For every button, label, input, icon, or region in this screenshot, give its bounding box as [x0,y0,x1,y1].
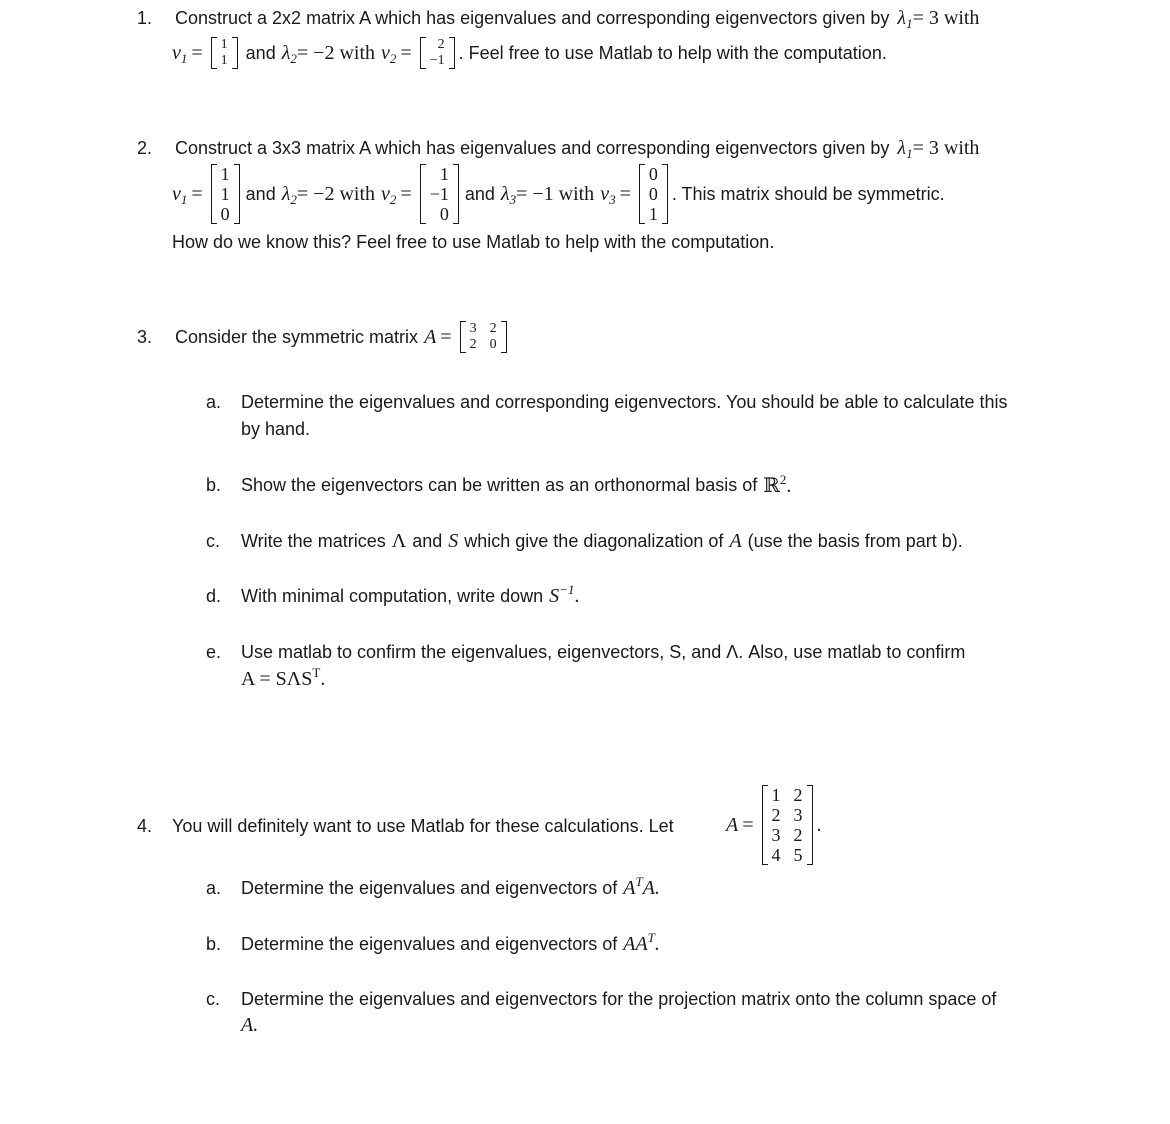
q3-line1: 3. Consider the symmetric matrix A = 3 2 2 0 [137,316,511,358]
q1-eq-b: = −2 with [296,41,376,64]
q3-number: 3. [137,326,153,347]
q4a-line: Determine the eigenvalues and eigenvectors of $A^TA$. [241,873,660,899]
q2-eq-b: = −2 with [296,182,376,205]
q4b-line: Determine the eigenvalues and eigenvectors of $AA^T$. [241,929,660,955]
q2-and-1: and [245,183,276,204]
q2-line2: $v_1$ = 1 1 0 and $\lambda_2$ = −2 with $v_2$ = 1 −1 0 and $\lambda_3$ = −1 with $v_3$ = 0 0 1 . This matrix should be symmetric. [172,164,945,224]
q2-v2-vector: 1 −1 0 [420,164,459,224]
q3c-line: Write the matrices Λ and S which give the diagonalization of A (use the basis from part b). [241,529,963,552]
q2-lambda2: $\lambda_2$ [281,182,297,207]
q1-lambda1: $\lambda_1$ [897,6,913,31]
q4a-letter: a. [206,878,222,898]
q1-v1-vector: 1 1 [211,37,238,69]
q2-and-2: and [464,183,495,204]
q3a-letter: a. [206,392,222,412]
q2-text-b: . This matrix should be symmetric. [671,183,945,204]
q4c-line1: Determine the eigenvalues and eigenvectors for the projection matrix onto the column space of [241,989,997,1009]
q1-lambda2: $\lambda_2$ [281,41,297,66]
q3d-letter: d. [206,586,222,606]
q1-text-b: . Feel free to use Matlab to help with the computation. [458,42,887,63]
q4c-letter: c. [206,989,221,1009]
q2-lambda1: $\lambda_1$ [897,136,913,161]
q3e-letter: e. [206,642,222,662]
q4b-letter: b. [206,934,222,954]
q1-v1-label: $v_1$ [172,41,188,66]
q3a-line2: by hand. [241,419,311,439]
q2-eq-a: = 3 with [912,136,980,159]
q3b-letter: b. [206,475,222,495]
q1-line1 [137,6,979,30]
q3-text: Consider the symmetric matrix [175,326,419,347]
q1-eq-a: = 3 with [912,6,980,29]
q3d-line: With minimal computation, write down $S^{-1}$ . [241,581,580,607]
q1-number: 1. [137,7,153,28]
q2-v2-label: $v_2$ [381,182,397,207]
q2-number: 2. [137,137,153,158]
q2-v1-label: $v_1$ [172,182,188,207]
q2-v3-label: $v_3$ [600,182,616,207]
q3b-line: Show the eigenvectors can be written as an orthonormal basis of ℝ$^2$. [241,471,792,497]
q2-eq-c: = −1 with [516,182,595,205]
q2-line3: How do we know this? Feel free to use Matlab to help with the computation. [172,232,775,252]
q3c-letter: c. [206,531,221,551]
q4-text: You will definitely want to use Matlab for these calculations. Let [172,816,674,836]
q1-v2-label: $v_2$ [381,41,397,66]
q1-v2-vector: 2 −1 [420,37,455,69]
q1-and: and [245,42,276,63]
q4-matrix-A: 1 2 2 3 3 2 4 5 [762,785,813,865]
q4-number: 4. [137,816,153,836]
q4-eq: A = 1 2 2 3 3 2 4 5 . [726,785,822,865]
q3-matrix-A: 3 2 2 0 [460,321,507,353]
q3e-line2: A = SΛS $^T$. [241,664,326,690]
q4c-line2: A. [241,1014,259,1036]
q3e-line1: Use matlab to confirm the eigenvalues, eigenvectors, S, and Λ. Also, use matlab to confirm [241,642,966,662]
q3a-line1: Determine the eigenvalues and corresponding eigenvectors. You should be able to calculate this [241,392,1008,412]
q2-v3-vector: 0 0 1 [639,164,668,224]
q2-line1 [137,136,979,160]
q1-text-a: Construct a 2x2 matrix A which has eigenvalues and corresponding eigenvectors given by [175,7,890,28]
q2-v1-vector: 1 1 0 [211,164,240,224]
q2-lambda3: $\lambda_3$ [500,182,517,207]
q2-text-a: Construct a 3x3 matrix A which has eigenvalues and corresponding eigenvectors given by [175,137,890,158]
q1-line2: $v_1$ = 1 1 and $\lambda_2$ = −2 with $v_2$ = 2 −1 . Feel free to use Matlab to help with the computation. [172,37,887,68]
